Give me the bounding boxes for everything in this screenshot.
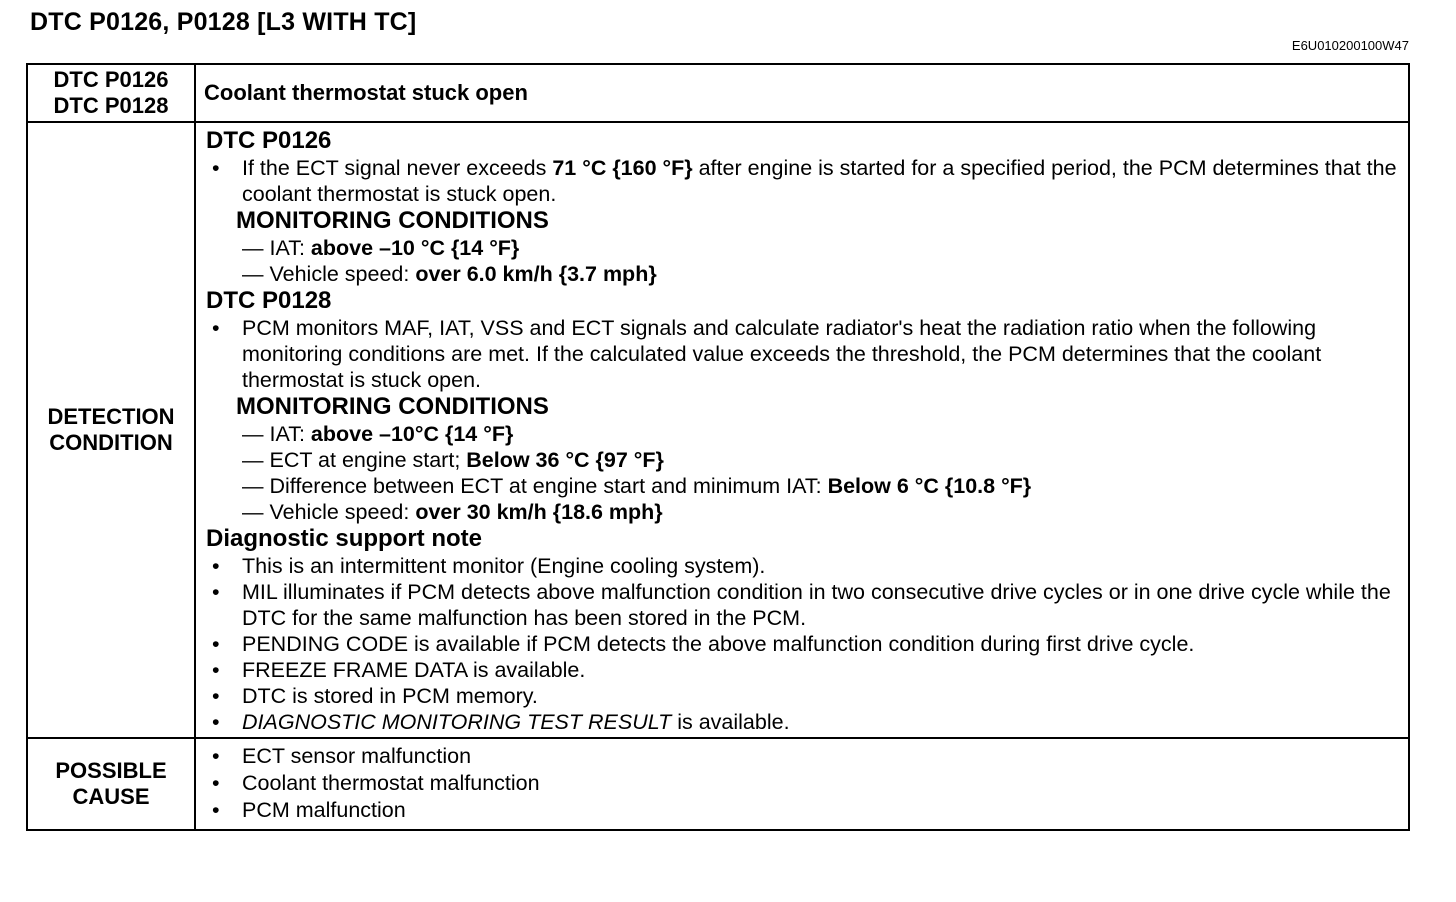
header-row: [27, 64, 1409, 122]
p0126-bullet-pre: If the ECT signal never exceeds: [242, 156, 553, 180]
p0128-condition: [206, 447, 1400, 473]
condition-value: over 30 km/h {18.6 mph}: [415, 500, 663, 524]
condition-label: — IAT:: [242, 422, 311, 446]
cause-label-cell: [27, 738, 195, 830]
support-note: • PENDING CODE is available if PCM detects the above malfunction condition during first drive cycle.: [206, 631, 1400, 657]
condition-label: — Difference between ECT at engine start and minimum IAT:: [242, 474, 828, 498]
dtc-table: [26, 63, 1410, 831]
condition-label: — ECT at engine start;: [242, 448, 467, 472]
p0128-condition: [206, 421, 1400, 447]
cause-item: • PCM malfunction: [206, 797, 1400, 824]
condition-value: above –10 °C {14 °F}: [310, 236, 520, 260]
detection-row: [27, 122, 1409, 738]
condition-value: above –10°C {14 °F}: [310, 422, 514, 446]
condition-value: over 6.0 km/h {3.7 mph}: [415, 262, 657, 286]
support-note: • This is an intermittent monitor (Engine cooling system).: [206, 553, 1400, 579]
cause-row: [27, 738, 1409, 830]
p0128-title: DTC P0128: [206, 287, 332, 314]
condition-label: — Vehicle speed:: [242, 500, 416, 524]
cause-content: [195, 738, 1409, 830]
support-note-title: Diagnostic support note: [206, 525, 482, 552]
cause-item: • Coolant thermostat malfunction: [206, 770, 1400, 797]
detection-label-cell: [27, 122, 195, 738]
detection-label-1: DETECTION: [47, 404, 175, 429]
p0126-bullet-post: after engine is started for a specified period, the PCM determines that the coolant thermostat is stuck open.: [242, 156, 1397, 206]
p0126-monitoring-title: MONITORING CONDITIONS: [236, 207, 549, 234]
condition-label: — Vehicle speed:: [242, 262, 416, 286]
cause-label-2: CAUSE: [72, 784, 150, 809]
support-note-rest: is available.: [671, 710, 790, 734]
p0126-condition: [206, 261, 1400, 287]
condition-label: — IAT:: [242, 236, 311, 260]
dtc-code-1: DTC P0126: [53, 67, 169, 92]
cause-item: • ECT sensor malfunction: [206, 743, 1400, 770]
dtc-description: Coolant thermostat stuck open: [195, 64, 1409, 122]
detection-content: [195, 122, 1409, 738]
p0128-monitoring-title: MONITORING CONDITIONS: [236, 393, 549, 420]
p0128-condition: [206, 473, 1400, 499]
p0126-bullet-value: 71 °C {160 °F}: [552, 156, 693, 180]
cause-label-1: POSSIBLE: [55, 758, 167, 783]
support-note: • DTC is stored in PCM memory.: [206, 683, 1400, 709]
detection-label-2: CONDITION: [49, 430, 173, 455]
condition-value: Below 36 °C {97 °F}: [466, 448, 664, 472]
support-note: [206, 709, 1400, 735]
support-note: • FREEZE FRAME DATA is available.: [206, 657, 1400, 683]
p0126-bullet: [206, 155, 1400, 207]
dtc-code-2: DTC P0128: [53, 93, 169, 118]
p0126-title: DTC P0126: [206, 127, 332, 154]
support-note: • MIL illuminates if PCM detects above malfunction condition in two consecutive drive cycles or in one drive cycle while the DTC for the same malfunction has been stored in the PCM.: [206, 579, 1400, 631]
p0126-condition: [206, 235, 1400, 261]
p0128-condition: [206, 499, 1400, 525]
dtc-codes-cell: [27, 64, 195, 122]
page-title: DTC P0126, P0128 [L3 WITH TC]: [30, 8, 417, 36]
document-code: E6U010200100W47: [1291, 38, 1409, 53]
support-note-italic: DIAGNOSTIC MONITORING TEST RESULT: [242, 710, 672, 734]
p0128-bullet: • PCM monitors MAF, IAT, VSS and ECT signals and calculate radiator's heat the radiation ratio when the following monitoring conditions are met. If the calculated value exceeds the threshold, the PCM determines that the coolant thermostat is stuck open.: [206, 315, 1400, 393]
condition-value: Below 6 °C {10.8 °F}: [827, 474, 1032, 498]
